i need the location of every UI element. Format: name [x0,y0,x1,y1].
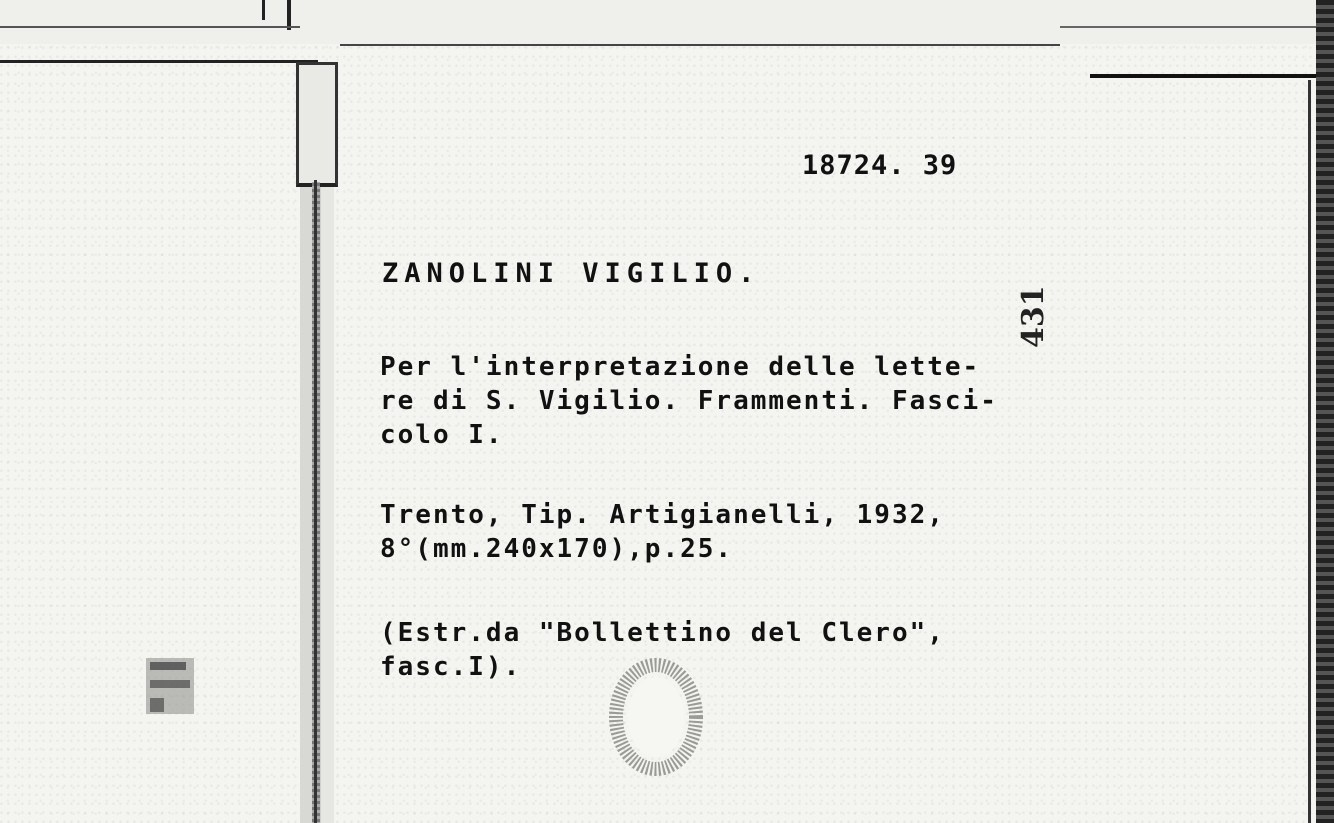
imprint-line: Trento, Tip. Artigianelli, 1932, [380,500,945,530]
card-binding-edge [300,62,334,823]
mark [262,0,265,20]
punch-hole [606,658,706,776]
title-block [380,350,998,452]
note-line: fasc.I). [380,652,522,682]
author-heading: ZANOLINI VIGILIO. [382,258,761,289]
card-tab [296,62,338,187]
title-line: colo I. [380,420,504,450]
divider [1090,74,1320,78]
divider [0,60,318,63]
note-line: (Estr.da "Bollettino del Clero", [380,618,945,648]
imprint-block [380,498,945,566]
title-line: Per l'interpretazione delle lette- [380,352,981,382]
divider [1060,26,1330,28]
title-line: re di S. Vigilio. Frammenti. Fasci- [380,386,998,416]
card-number: 18724. 39 [802,150,958,181]
card-right-edge [1308,80,1311,823]
shelf-number: 431 [1016,285,1051,348]
stamp-fragment [142,654,198,718]
divider [0,26,300,28]
imprint-line: 8°(mm.240x170),p.25. [380,534,734,564]
card-above-strip [0,0,1334,44]
scan-right-border [1316,0,1334,823]
card-left-edge [314,180,317,823]
